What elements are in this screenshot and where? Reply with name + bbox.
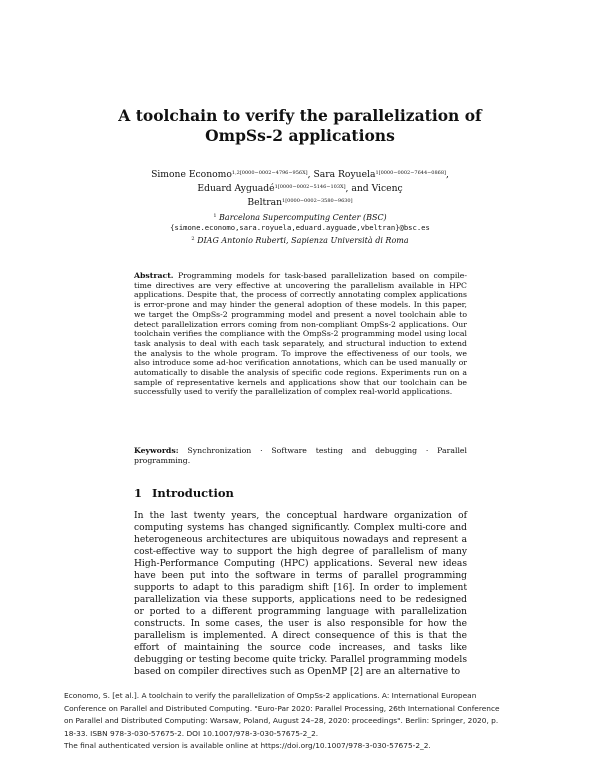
abstract-text: Programming models for task-based parallelization based on compile-time directives are very effective at uncovering the parallelism available in HPC applications. Despite that, the process of correctly annotating complex applications is error-prone and may hinder the general adoption of these models. In this paper, we target the OmpSs-2 programming model and present a novel toolchain able to detect parallelization errors coming from non-compliant OmpSs-2 applications. Our toolchain verifies the compliance with the OmpSs-2 programming model using local task analysis to deal with each task separately, and structural induction to extend the analysis to the whole program. To improve the effectiveness of our tools, we also introduce some ad-hoc verification annotations, which can be used manually or automatically to disable the analysis of specific code regions. Experiments run on a sample of representative kernels and applications show that our toolchain can be successfully used to verify the parallelization of complex real-world applications. (134, 271, 468, 397)
title-line-2: OmpSs-2 applications (205, 126, 395, 145)
author-emails: {simone.economo,sara.royuela,eduard.ayguade,vbeltran}@bsc.es (170, 223, 430, 233)
section-heading (134, 486, 467, 500)
footer-line: 18-33. ISBN 978-3-030-57675-2. DOI 10.1007/978-3-030-57675-2_2. (64, 728, 319, 738)
affiliation-name: Barcelona Supercomputing Center (BSC) (219, 213, 387, 222)
author-name: Sara Royuela (313, 169, 376, 180)
author-orcid: 1[0000−0002−5146−103X] (274, 184, 346, 191)
authors-conjunction: and Vicenç (351, 183, 403, 195)
affiliation-name: DIAG Antonio Ruberti, Sapienza Università di Roma (197, 235, 409, 245)
author-orcid: 1[0000−0002−7644−0868] (375, 170, 446, 176)
keywords-label: Keywords: (134, 446, 179, 455)
author-orcid: 1[0000−0002−3580−9630] (282, 198, 353, 205)
authors-line-2: Eduard Ayguadé$^{1[0000-0002-5146-103X]}$, and Vicenç (197, 183, 403, 195)
affiliation-diag: $^2$ DIAG Antonio Ruberti, Sapienza Università di Roma (191, 235, 409, 245)
footer-line: The final authenticated version is available online at https://doi.org/10.1007/978-3-030-57675-2_2. (64, 741, 431, 750)
paper-title (100, 106, 500, 146)
author-orcid: 1,2[0000−0002−4796−956X] (231, 170, 308, 176)
abstract-label: Abstract. (134, 271, 174, 280)
footer-line: Economo, S. [et al.]. A toolchain to verify the parallelization of OmpSs-2 applications. A: International European (64, 691, 477, 700)
author-list (120, 167, 480, 210)
intro-paragraph: In the last twenty years, the conceptual hardware organization of computing systems has changed significantly. Complex multi-core and heterogeneous architectures are ubiquitous nowadays and represent a cost-effective way to support the high degree of parallelism of many High-Performance Computing (HPC) applications. Several new ideas have been put into the software in terms of parallel programming supports to adapt to this paradigm shift [16]. In order to implement parallelization via these supports, applications need to be redesigned or ported to a different programming language with parallelization constructs. In some cases, the user is also responsible for how the parallelism is implemented. A direct consequence of this is that the effort of maintaining the source code increases, and tasks like debugging or testing become quite tricky. Parallel programming models based on compiler directives such as OpenMP [2] are an alternative to (134, 511, 467, 677)
authors-line-1: Simone Economo$^{1,2[0000-0002-4796-956X]}$, Sara Royuela$^{1[0000-0002-7644-0868]}$, (151, 169, 449, 180)
affiliations (120, 211, 480, 246)
author-name: Beltran (247, 197, 283, 209)
author-name: Simone Economo (151, 169, 232, 180)
affiliation-bsc: $^1$ Barcelona Supercomputing Center (BSC) (213, 213, 387, 222)
citation-footer (64, 690, 539, 753)
keywords-text: Synchronization · Software testing and debugging · Parallel programming. (134, 446, 467, 465)
section-title: Introduction (152, 486, 234, 500)
keywords (134, 446, 467, 465)
abstract (134, 271, 467, 397)
authors-line-3 (120, 195, 480, 209)
section-number: 1 (134, 486, 143, 500)
title-line-1: A toolchain to verify the parallelization of (118, 106, 482, 125)
footer-line: on Parallel and Distributed Computing: Warsaw, Poland, August 24–28, 2020: proceedings". Berlin: Springer, 2020, p. (64, 716, 499, 725)
author-name: Eduard Ayguadé (197, 183, 275, 195)
footer-line: Conference on Parallel and Distributed Computing. "Euro-Par 2020: Parallel Processing, 26th International Conference (64, 703, 500, 713)
